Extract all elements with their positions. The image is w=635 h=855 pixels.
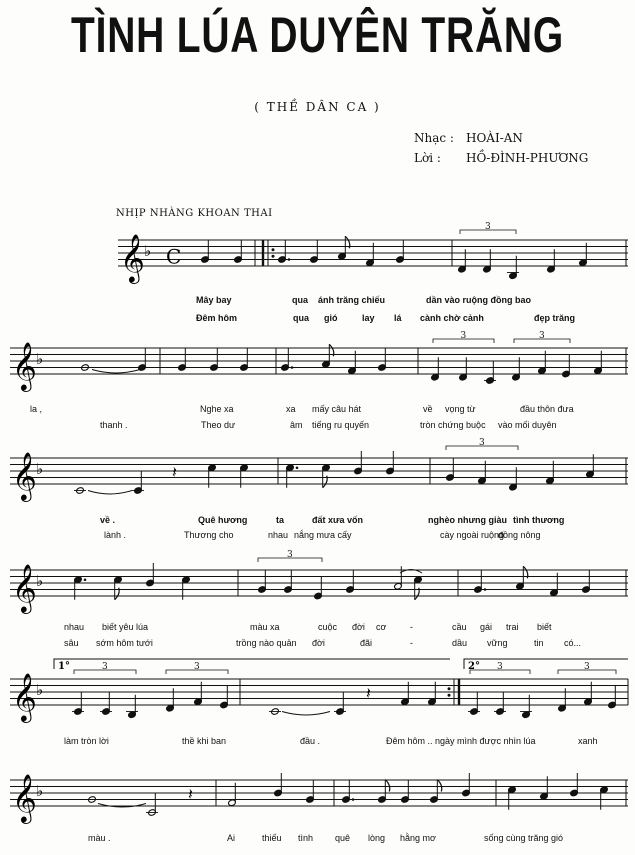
repeat-dot (272, 248, 275, 251)
augmentation-dot (291, 366, 294, 369)
repeat-dot (448, 694, 451, 697)
lyric-syllable: vào mối duyên (498, 420, 557, 430)
lyric-syllable: đồng nông (498, 530, 541, 540)
lyric-syllable: xanh (578, 736, 598, 746)
music-credit-name: HOÀI-AN (466, 131, 523, 145)
augmentation-dot (288, 258, 291, 261)
lyric-syllable: Quê hương (198, 515, 248, 525)
lyric-syllable: la , (30, 404, 43, 414)
lyric-syllable: màu . (88, 833, 111, 843)
treble-clef-icon: 𝄞 (12, 773, 37, 822)
lyrics-credit-label: Lời : (414, 151, 441, 165)
lyric-syllable: cơ (376, 622, 387, 632)
volta-1-label: 1° (58, 661, 70, 672)
lyric-syllable: đầu thôn đưa (520, 404, 574, 414)
augmentation-dot (484, 588, 487, 591)
flat-icon: ♭ (36, 782, 44, 800)
lyric-syllable: tin (534, 638, 544, 648)
flat-icon: ♭ (144, 242, 152, 260)
triplet-number: 3 (539, 331, 545, 341)
staff-3 (10, 458, 628, 484)
lyric-syllable: dầu (452, 638, 468, 648)
lyric-syllable: lòng (368, 833, 386, 843)
lyric-syllable: cầu (452, 622, 467, 632)
lyric-syllable: hằng mơ (400, 833, 436, 843)
lyric-syllable: làm tròn lời (64, 736, 109, 746)
lyric-syllable: qua (292, 295, 309, 305)
lyric-syllable: thiếu (262, 833, 282, 843)
triplet-number: 3 (485, 222, 491, 232)
volta-2-bracket (464, 659, 628, 669)
lyric-syllable: ánh trăng chiếu (318, 295, 386, 305)
lyric-syllable: sớm hôm tưới (96, 638, 153, 648)
triplet-number: 3 (497, 662, 503, 672)
time-signature: C (166, 244, 182, 269)
triplet-number: 3 (479, 438, 485, 448)
lyric-syllable: gái (480, 622, 493, 632)
lyric-syllable: Mây bay (196, 295, 232, 305)
lyric-syllable: biết yêu lúa (102, 622, 149, 632)
lyric-syllable: đầu . (300, 736, 321, 746)
lyric-syllable: vững (487, 638, 508, 648)
augmentation-dot (84, 578, 87, 581)
treble-clef-icon: 𝄞 (120, 233, 145, 282)
lyric-syllable: đãi (360, 638, 373, 648)
lyric-syllable: Ai (227, 833, 236, 843)
lyric-syllable: xa (286, 404, 296, 414)
treble-clef-icon: 𝄞 (12, 672, 37, 721)
augmentation-dot (352, 798, 355, 801)
lyric-syllable: cuộc (318, 622, 338, 632)
repeat-dot (448, 687, 451, 690)
lyric-syllable: nhau (64, 622, 85, 632)
triplet-number: 3 (194, 662, 200, 672)
lyric-syllable: Đêm hôm .. ngày mình được nhìn lúa (386, 736, 536, 746)
tie-slur (98, 804, 146, 808)
repeat-dot (272, 255, 275, 258)
lyric-syllable: dần vào ruộng đồng bao (426, 295, 531, 305)
staff-4 (10, 570, 628, 596)
lyric-syllable: màu xa (250, 622, 280, 632)
lyric-syllable: có... (564, 638, 582, 648)
triplet-number: 3 (460, 331, 467, 341)
lyric-syllable: trồng nào quản (236, 638, 297, 648)
lyric-syllable: tiếng ru quyến (312, 420, 370, 430)
lyric-syllable: đất xưa vốn (312, 515, 364, 525)
tie-slur (282, 712, 330, 716)
flat-icon: ♭ (36, 572, 44, 590)
lyric-syllable: sống cùng trăng gió (484, 833, 564, 843)
song-subtitle: ( THỀ DÂN CA ) (254, 100, 381, 114)
triplet-number: 3 (102, 662, 108, 672)
lyric-syllable: Thương cho (184, 530, 234, 540)
tempo-marking: NHỊP NHÀNG KHOAN THAI (116, 208, 273, 219)
triplet-number: 3 (287, 550, 293, 560)
lyrics-credit-name: HỒ-ĐÌNH-PHƯƠNG (466, 151, 589, 165)
flat-icon: ♭ (36, 681, 44, 699)
flat-icon: ♭ (36, 350, 44, 368)
lyric-syllable: ta (276, 515, 285, 525)
treble-clef-icon: 𝄞 (12, 563, 37, 612)
lyric-syllable: về . (100, 515, 116, 525)
augmentation-dot (296, 466, 299, 469)
lyric-syllable: âm (290, 420, 303, 430)
lyric-syllable: mấy câu hát (312, 404, 362, 414)
lyric-syllable: cày ngoài ruộng (440, 530, 505, 540)
treble-clef-icon: 𝄞 (12, 341, 37, 390)
lyric-syllable: nhau (268, 530, 289, 540)
note-flag (385, 780, 390, 792)
lyric-syllable: Nghe xa (200, 404, 234, 414)
lyric-syllable: sâu (64, 638, 79, 648)
lyric-syllable: cành chờ cảnh (420, 313, 484, 323)
lyric-syllable: về (423, 404, 433, 414)
lyric-syllable: đẹp trăng (534, 313, 576, 323)
quarter-rest-icon: 𝄽 (172, 462, 177, 482)
lyric-syllable: tình (298, 833, 314, 843)
flat-icon: ♭ (36, 460, 44, 478)
lyric-syllable: - (410, 622, 413, 632)
song-title: TÌNH LÚA DUYÊN TRĂNG (71, 7, 564, 63)
lyric-syllable: thề khi ban (182, 736, 227, 746)
lyric-syllable: đời (312, 638, 325, 648)
staff-5 (10, 679, 628, 705)
lyric-syllable: vọng từ (445, 404, 476, 414)
quarter-rest-icon: 𝄽 (366, 683, 371, 703)
staff-2 (10, 348, 628, 374)
volta-2-label: 2° (468, 661, 480, 672)
music-credit-label: Nhạc : (414, 131, 454, 145)
lyric-syllable: lay (362, 313, 375, 323)
lyric-syllable: quê (335, 833, 351, 843)
volta-1-bracket (54, 659, 450, 669)
lyric-syllable: nghèo nhưng giàu (428, 515, 508, 525)
lyric-syllable: biết (537, 622, 552, 632)
quarter-rest-icon: 𝄽 (188, 784, 193, 804)
tie-slur (88, 491, 132, 495)
lyric-syllable: trai (506, 622, 519, 632)
triplet-number: 3 (584, 662, 590, 672)
lyric-syllable: lành . (104, 530, 127, 540)
lyric-syllable: Theo dư (201, 420, 236, 430)
lyric-syllable: Đêm hôm (196, 313, 238, 323)
lyric-syllable: qua (293, 313, 310, 323)
lyric-syllable: lá (394, 313, 402, 323)
lyric-syllable: tình thương (513, 515, 565, 525)
lyric-syllable: gió (324, 313, 338, 323)
tie-slur (92, 370, 140, 374)
lyric-syllable: tròn chứng buộc (420, 420, 486, 430)
lyric-syllable: - (410, 638, 413, 648)
treble-clef-icon: 𝄞 (12, 451, 37, 500)
lyric-syllable: thanh . (100, 420, 128, 430)
lyric-syllable: nắng mưa cấy (294, 530, 352, 540)
lyric-syllable: đời (352, 622, 365, 632)
note-flag (437, 780, 442, 792)
staff-6 (10, 780, 628, 806)
